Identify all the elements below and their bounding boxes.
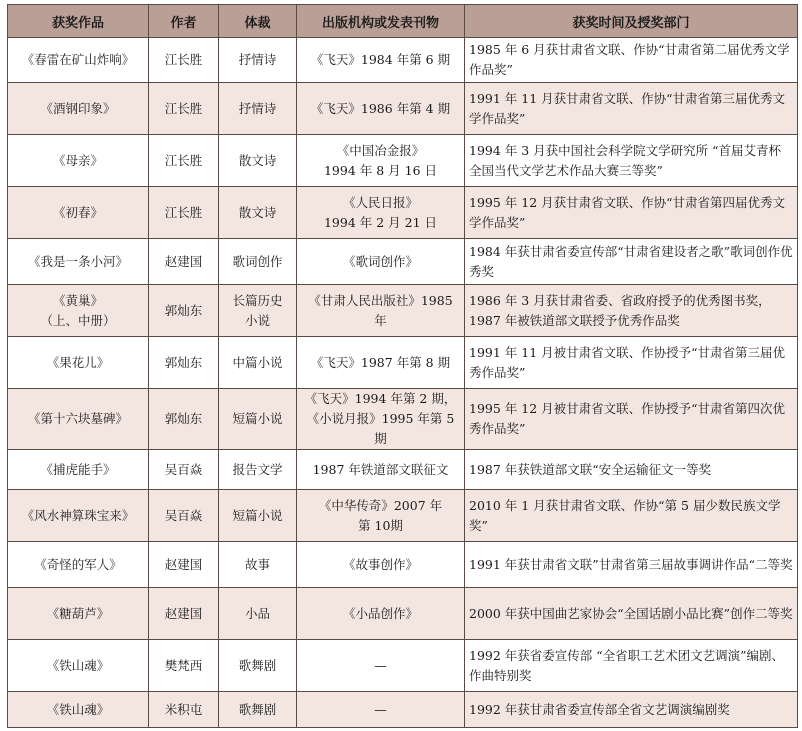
cell-award: 2000 年获中国曲艺家协会“全国话剧小品比赛”创作二等奖 (465, 588, 798, 640)
cell-award: 1991 年 11 月获甘肃省文联、作协“甘肃省第三届优秀文学作品奖” (465, 83, 798, 135)
cell-publisher: 《飞天》1987 年第 8 期 (297, 337, 465, 389)
cell-genre: 短篇小说 (219, 490, 297, 542)
cell-author: 郭灿东 (149, 285, 219, 337)
header-award: 获奖时间及授奖部门 (465, 5, 798, 38)
cell-work: 《我是一条小河》 (8, 239, 149, 285)
table-row (8, 588, 798, 640)
awards-table (7, 4, 798, 728)
cell-genre: 小品 (219, 588, 297, 640)
cell-genre: 抒情诗 (219, 83, 297, 135)
cell-work: 《糖葫芦》 (8, 588, 149, 640)
cell-award: 1995 年 12 月被甘肃省文联、作协授予“甘肃省第四次优秀作品奖” (465, 389, 798, 450)
cell-genre: 报告文学 (219, 450, 297, 490)
cell-genre: 中篇小说 (219, 337, 297, 389)
table-row (8, 542, 798, 588)
cell-publisher: 《中华传奇》2007 年 第 10期 (297, 490, 465, 542)
cell-author: 江长胜 (149, 187, 219, 239)
cell-author: 江长胜 (149, 38, 219, 83)
table-row (8, 389, 798, 450)
cell-author: 赵建国 (149, 542, 219, 588)
header-genre: 体裁 (219, 5, 297, 38)
cell-publisher: 《故事创作》 (297, 542, 465, 588)
cell-author: 赵建国 (149, 588, 219, 640)
cell-work: 《酒钢印象》 (8, 83, 149, 135)
cell-publisher: — (297, 692, 465, 728)
cell-work: 《母亲》 (8, 135, 149, 187)
cell-award: 1995 年 12 月获甘肃省文联、作协“甘肃省第四届优秀文学作品奖” (465, 187, 798, 239)
cell-award: 1992 年获甘肃省委宣传部全省文艺调演编剧奖 (465, 692, 798, 728)
cell-work: 《黄巢》 （上、中册） (8, 285, 149, 337)
cell-genre: 抒情诗 (219, 38, 297, 83)
cell-work: 《风水神算珠宝来》 (8, 490, 149, 542)
cell-author: 樊梵西 (149, 640, 219, 692)
table-row (8, 490, 798, 542)
cell-genre: 散文诗 (219, 187, 297, 239)
table-row (8, 83, 798, 135)
cell-genre: 故事 (219, 542, 297, 588)
cell-author: 吴百焱 (149, 490, 219, 542)
cell-author: 米积屯 (149, 692, 219, 728)
cell-genre: 长篇历史 小说 (219, 285, 297, 337)
cell-award: 1987 年获铁道部文联“安全运输征文一等奖 (465, 450, 798, 490)
table-row (8, 38, 798, 83)
cell-work: 《第十六块墓碑》 (8, 389, 149, 450)
cell-work: 《铁山魂》 (8, 692, 149, 728)
table-row (8, 187, 798, 239)
table-row (8, 135, 798, 187)
cell-author: 江长胜 (149, 135, 219, 187)
cell-publisher: 《飞天》1994 年第 2 期，《小说月报》1995 年第 5 期 (297, 389, 465, 450)
cell-award: 1984 年获甘肃省委宣传部“甘肃省建设者之歌”歌词创作优秀奖 (465, 239, 798, 285)
cell-publisher: 1987 年铁道部文联征文 (297, 450, 465, 490)
cell-publisher: 《飞天》1986 年第 4 期 (297, 83, 465, 135)
cell-author: 郭灿东 (149, 389, 219, 450)
table-row (8, 450, 798, 490)
header-publisher: 出版机构或发表刊物 (297, 5, 465, 38)
cell-genre: 散文诗 (219, 135, 297, 187)
cell-work: 《春雷在矿山炸响》 (8, 38, 149, 83)
cell-publisher: 《飞天》1984 年第 6 期 (297, 38, 465, 83)
cell-award: 2010 年 1 月获甘肃省文联、作协“第 5 届少数民族文学奖” (465, 490, 798, 542)
cell-publisher: 《人民日报》 1994 年 2 月 21 日 (297, 187, 465, 239)
cell-genre: 短篇小说 (219, 389, 297, 450)
cell-publisher: 《小品创作》 (297, 588, 465, 640)
cell-award: 1985 年 6 月获甘肃省文联、作协“甘肃省第二届优秀文学作品奖” (465, 38, 798, 83)
cell-work: 《奇怪的军人》 (8, 542, 149, 588)
cell-publisher: 《中国冶金报》 1994 年 8 月 16 日 (297, 135, 465, 187)
header-author: 作者 (149, 5, 219, 38)
cell-publisher: 《歌词创作》 (297, 239, 465, 285)
cell-award: 1992 年获省委宣传部 “全省职工艺术团文艺调演”编剧、作曲特别奖 (465, 640, 798, 692)
header-row (8, 5, 798, 38)
cell-award: 1994 年 3 月获中国社会科学院文学研究所 “首届艾青杯全国当代文学艺术作品大赛三等奖” (465, 135, 798, 187)
cell-work: 《铁山魂》 (8, 640, 149, 692)
cell-publisher: — (297, 640, 465, 692)
cell-author: 赵建国 (149, 239, 219, 285)
cell-award: 1991 年 11 月被甘肃省文联、作协授予“甘肃省第三届优秀作品奖” (465, 337, 798, 389)
cell-author: 郭灿东 (149, 337, 219, 389)
cell-genre: 歌词创作 (219, 239, 297, 285)
cell-work: 《捕虎能手》 (8, 450, 149, 490)
table-row (8, 640, 798, 692)
cell-work: 《果花儿》 (8, 337, 149, 389)
table-row (8, 692, 798, 728)
cell-genre: 歌舞剧 (219, 640, 297, 692)
cell-award: 1991 年获甘肃省文联”甘肃省第三届故事调讲作品“二等奖 (465, 542, 798, 588)
table-row (8, 239, 798, 285)
cell-author: 江长胜 (149, 83, 219, 135)
header-work: 获奖作品 (8, 5, 149, 38)
cell-publisher: 《甘肃人民出版社》1985 年 (297, 285, 465, 337)
cell-award: 1986 年 3 月获甘肃省委、省政府授予的优秀图书奖，1987 年被铁道部文联授予优秀作品奖 (465, 285, 798, 337)
table-row (8, 337, 798, 389)
cell-author: 吴百焱 (149, 450, 219, 490)
cell-genre: 歌舞剧 (219, 692, 297, 728)
table-row (8, 285, 798, 337)
cell-work: 《初春》 (8, 187, 149, 239)
